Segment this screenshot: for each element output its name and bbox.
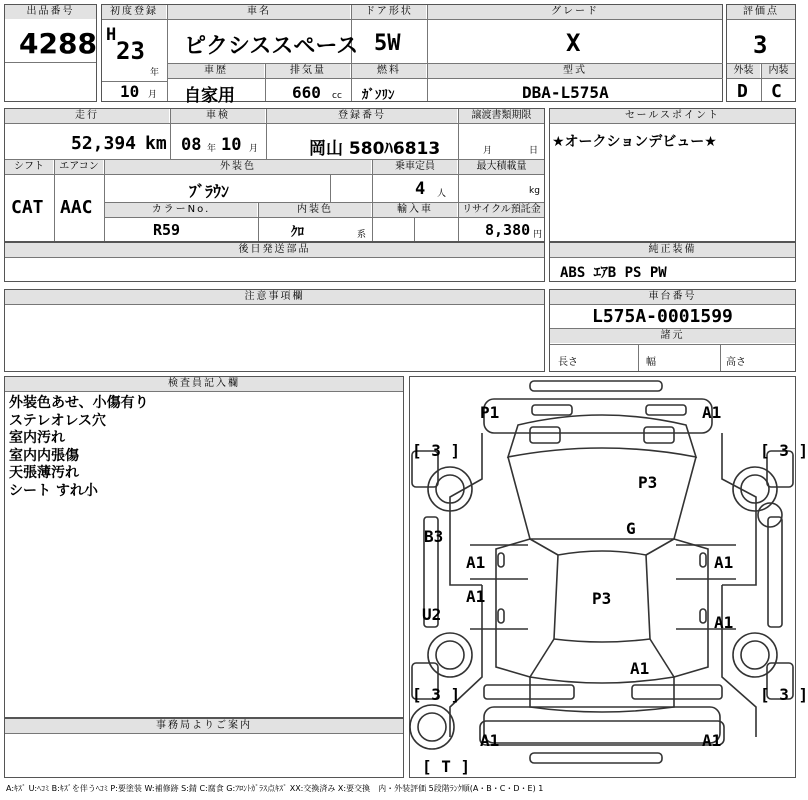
mark-p3-roof: P3 (592, 589, 612, 608)
transfer-month-unit: 月 (483, 146, 493, 156)
mark-u2: U2 (422, 605, 442, 624)
mark-a1-rear-right-door: A1 (714, 613, 734, 632)
mark-a1-bumper-right: A1 (702, 731, 722, 750)
car-diagram (409, 376, 808, 778)
ext-grade-label: 外装 (727, 64, 760, 78)
first-reg-year: 23 (116, 37, 145, 65)
mark-tire-rear-left: [ 3 ] (412, 685, 461, 704)
notes-label: 注意事項欄 (5, 290, 544, 304)
aircon-label: エアコン (55, 160, 103, 174)
grade-label: グレード (428, 5, 722, 19)
door-value: 5W (374, 31, 401, 56)
detail-box (4, 108, 545, 242)
color-no-label: カラーNo. (105, 203, 257, 217)
ext-color-value: ﾌﾞﾗｳﾝ (189, 182, 230, 201)
lot-box (4, 4, 97, 102)
shift-value: CAT (11, 197, 44, 218)
car-name-value: ピクシススペース (184, 34, 359, 59)
history-label: 車歴 (168, 64, 264, 78)
int-color-value: ｸﾛ (291, 225, 304, 240)
inspector-line: 室内汚れ (9, 430, 65, 446)
mark-tire-front-right: [ 3 ] (760, 441, 808, 460)
ext-grade-value: D (737, 81, 748, 102)
header-main-box (101, 4, 723, 106)
model-label: 型式 (428, 64, 722, 78)
inspection-month: 10 (221, 135, 242, 155)
grade-value: X (566, 29, 581, 57)
shift-label: シフト (5, 160, 53, 174)
office-label: 事務局よりご案内 (5, 719, 403, 733)
capacity-label: 乗車定員 (373, 160, 457, 174)
color-no-value: R59 (153, 221, 181, 239)
mark-a1-front-left-door: A1 (466, 553, 486, 572)
mileage-label: 走行 (5, 109, 169, 123)
specs-length: 長さ (558, 357, 578, 368)
first-reg-month-unit: 月 (148, 90, 158, 100)
mark-a1-bumper-left: A1 (480, 731, 500, 750)
inspector-label: 検査員記入欄 (5, 377, 403, 391)
sales-point-label: セールスポイント (550, 109, 795, 123)
recycle-value: 8,380 (485, 221, 531, 239)
displacement-unit: cc (332, 91, 342, 101)
car-outline (410, 377, 795, 777)
mark-a1-top-right: A1 (702, 403, 722, 422)
mileage-unit: km (145, 133, 167, 154)
later-parts-label: 後日発送部品 (5, 243, 544, 257)
score-box (726, 4, 796, 102)
max-load-unit: kg (529, 186, 540, 196)
transfer-label: 譲渡書類期限 (459, 109, 544, 123)
lot-number: 4288 (19, 27, 97, 60)
legend: A:ｷｽﾞ U:ﾍｺﾐ B:ｷｽﾞを伴うﾍｺﾐ P:要塗装 W:補修跡 S:錆 C:腐食 G:ﾌﾛﾝﾄｶﾞﾗｽ点ｷｽﾞ XX:交換済み X:要交換 内・外装評価 5段階ﾗﾝｸ順(A・B・C・D・E) 1 (6, 784, 544, 793)
registration-label: 登録番号 (267, 109, 457, 123)
score-value: 3 (753, 31, 768, 59)
inspection-label: 車検 (171, 109, 265, 123)
inspector-box (4, 376, 404, 718)
fuel-label: 燃料 (352, 64, 426, 78)
specs-width: 幅 (646, 357, 656, 368)
mark-a1-trunk: A1 (630, 659, 650, 678)
inspector-line: ステレオレス穴 (9, 412, 107, 429)
mark-a1-front-right-door: A1 (714, 553, 734, 572)
registration-value: 岡山 580ﾊ6813 (309, 139, 441, 159)
int-grade-label: 内装 (762, 64, 795, 78)
mark-tire-front-left: [ 3 ] (412, 441, 461, 460)
aircon-value: AAC (60, 197, 93, 218)
first-reg-label: 初度登録 (102, 5, 166, 19)
chassis-value: L575A-0001599 (592, 306, 733, 327)
mileage-value: 52,394 (71, 133, 137, 154)
int-color-label: 内装色 (259, 203, 371, 217)
history-value: 自家用 (184, 86, 235, 106)
specs-label: 諸元 (550, 329, 795, 343)
first-reg-year-unit: 年 (150, 68, 160, 78)
mark-a1-rear-left-door: A1 (466, 587, 486, 606)
door-label: ドア形状 (352, 5, 426, 19)
first-reg-month: 10 (120, 82, 140, 101)
model-value: DBA-L575A (522, 83, 609, 102)
inspector-line: 室内内張傷 (9, 447, 79, 464)
mark-b3: B3 (424, 527, 444, 546)
first-reg-era: H (106, 25, 117, 45)
recycle-unit: 円 (533, 230, 543, 240)
mark-p3-hood: P3 (638, 473, 658, 492)
car-name-label: 車名 (168, 5, 350, 19)
later-parts-box (4, 242, 545, 282)
equipment-label: 純正装備 (550, 243, 795, 257)
transfer-day-unit: 日 (529, 146, 539, 156)
max-load-label: 最大積載量 (459, 160, 544, 174)
mark-spare-tire: [ T ] (422, 757, 471, 776)
inspection-month-unit: 月 (249, 144, 259, 154)
sales-point-box (549, 108, 796, 242)
int-color-unit: 系 (357, 230, 367, 240)
inspection-year: 08 (181, 135, 202, 155)
mark-g: G (626, 519, 636, 538)
ext-color-label: 外装色 (105, 160, 371, 174)
import-label: 輸入車 (373, 203, 457, 217)
recycle-label: リサイクル預託金 (459, 203, 544, 217)
office-box (4, 718, 404, 778)
inspection-year-unit: 年 (207, 144, 217, 154)
displacement-value: 660 (292, 83, 321, 102)
sales-point-value: ★オークションデビュー★ (552, 134, 717, 150)
score-label: 評価点 (727, 5, 795, 19)
chassis-label: 車台番号 (550, 290, 795, 304)
equipment-box (549, 242, 796, 282)
capacity-value: 4 (415, 179, 426, 199)
lot-label: 出品番号 (5, 5, 96, 19)
inspector-line: 外装色あせ、小傷有り (9, 395, 149, 411)
capacity-unit: 人 (437, 189, 447, 199)
displacement-label: 排気量 (266, 64, 350, 78)
notes-box (4, 289, 545, 372)
inspector-line: シート すれ小 (9, 482, 98, 499)
inspector-lines (9, 395, 149, 500)
mark-tire-rear-right: [ 3 ] (760, 685, 808, 704)
inspector-line: 天張薄汚れ (9, 465, 79, 481)
lot-divider (5, 62, 96, 63)
fuel-value: ｶﾞｿﾘﾝ (362, 88, 395, 103)
mark-p1: P1 (480, 403, 500, 422)
specs-height: 高さ (726, 357, 746, 368)
int-grade-value: C (771, 81, 782, 102)
chassis-box (549, 289, 796, 372)
equipment-value: ABS ｴｱB PS PW (560, 265, 667, 281)
